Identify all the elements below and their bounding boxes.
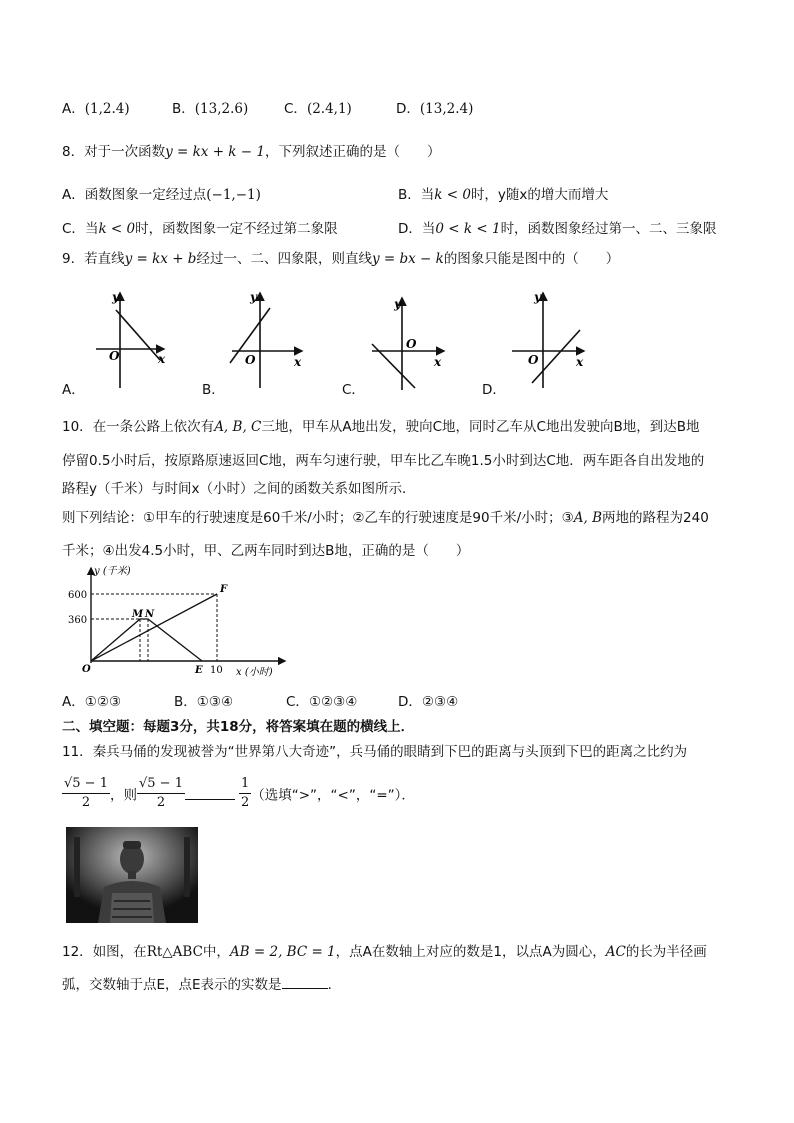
q10-option-d[interactable]: D．②③④ [398,694,459,710]
section-heading: 二、填空题：每题3分，共18分，将答案填在题的横线上． [62,719,415,735]
q9-b-x-label: x [294,355,302,369]
q11-line-1: 11．秦兵马俑的发现被誉为“世界第八大奇迹”，兵马俑的眼睛到下巴的距离与头顶到下巴的距离之比约为 [62,744,688,760]
q9-label-d[interactable]: D． [482,382,506,398]
q12-answer-blank[interactable] [282,976,328,989]
q10-origin: O [82,664,91,675]
q8-option-c[interactable]: C．当k < 0时，函数图象一定不经过第二象限 [62,221,338,237]
q9-d-origin: O [528,353,539,367]
q9-d-x-label: x [576,355,584,369]
q10-line-1: 10．在一条公路上依次有A, B, C三地，甲车从A地出发，驶向C地，同时乙车从C地出发驶向B地，到达B地 [62,419,700,435]
q9-graph-a[interactable] [96,290,166,388]
q10-line-5: 千米；④出发4.5小时，甲、乙两车同时到达B地，正确的是（ ） [62,543,470,559]
q10-line-4: 则下列结论：①甲车的行驶速度是60千米/小时；②乙车的行驶速度是90千米/小时；③A, B两地的路程为240 [62,510,709,526]
q7-option-b[interactable]: B．(13,2.6) [172,101,249,117]
q10-y-axis-label: y (千米) [94,566,131,577]
q9-a-origin: O [109,349,120,363]
q7-option-a[interactable]: A．(1,2.4) [62,101,130,117]
q9-c-y-label: y [394,297,401,311]
q8-option-d[interactable]: D．当0 < k < 1时，函数图象经过第一、二、三象限 [398,221,717,237]
q9-c-x-label: x [434,355,442,369]
q9-label-b[interactable]: B． [202,382,225,398]
q10-y-tick-360: 360 [68,615,88,626]
q10-graph [60,560,290,682]
q9-b-y-label: y [250,290,257,304]
q9-graph-d[interactable] [512,290,584,388]
q12-line-2: 弧，交数轴于点E，点E表示的实数是 ． [62,977,342,993]
q9-a-x-label: x [158,352,166,366]
q10-line-2: 停留0.5小时后，按原路原速返回C地，两车匀速行驶，甲车比乙车晚1.5小时到达C地．两车距各自出发地的 [62,453,705,469]
q11-fraction-golden: $\frac{√5 - 1}{2}$ [64,776,108,810]
q10-option-b[interactable]: B．①③④ [174,694,234,710]
q10-option-a[interactable]: A．①②③ [62,694,122,710]
q9-graph-b[interactable] [230,290,302,388]
q9-label-c[interactable]: C． [342,382,365,398]
q10-point-f: F [220,584,228,595]
q8-option-b[interactable]: B．当k < 0时，y随x的增大而增大 [398,187,609,203]
q9-graph-c[interactable] [372,297,444,390]
q9-graphs [60,288,620,398]
q10-y-tick-600: 600 [68,590,88,601]
q10-line-3: 路程y（千米）与时间x（小时）之间的函数关系如图所示． [62,481,416,497]
q9-stem: 9．若直线y = kx + b经过一、二、四象限，则直线y = bx − k的图象只能是图中的（ ） [62,251,620,267]
q9-a-y-label: y [112,290,119,304]
q11-fraction-golden-2: $\frac{√5 - 1}{2}$ [138,776,183,810]
terracotta-warrior-photo [66,827,198,923]
q7-option-d[interactable]: D．(13,2.4) [396,101,474,117]
q11-line-2: $\frac{√5 - 1}{2}$ ，则 $\frac{√5 - 1}{2}$ $\frac{1}{2}$ （选填“>”，“<”，“=”）． [64,776,415,810]
q10-point-n: N [145,609,155,620]
q9-label-a[interactable]: A． [62,382,85,398]
q10-x-tick-10: 10 [210,665,223,676]
q10-point-e: E [195,665,203,676]
q9-d-y-label: y [534,290,541,304]
q7-option-c[interactable]: C．(2.4,1) [284,101,352,117]
q11-answer-blank[interactable] [185,787,235,800]
q8-stem: 8．对于一次函数y = kx + k − 1，下列叙述正确的是（ ） [62,144,441,160]
q9-c-origin: O [406,337,417,351]
q11-fraction-half: $\frac{1}{2}$ [240,776,250,810]
q10-x-axis-label: x (小时) [236,667,273,678]
q10-point-m: M [132,609,144,620]
q10-option-c[interactable]: C．①②③④ [286,694,358,710]
q12-line-1: 12．如图，在Rt△ABC中，AB = 2, BC = 1，点A在数轴上对应的数是1，以点A为圆心，AC的长为半径画 [62,944,707,960]
q8-option-a[interactable]: A．函数图象一定经过点(−1,−1) [62,187,261,203]
q9-b-origin: O [245,353,256,367]
